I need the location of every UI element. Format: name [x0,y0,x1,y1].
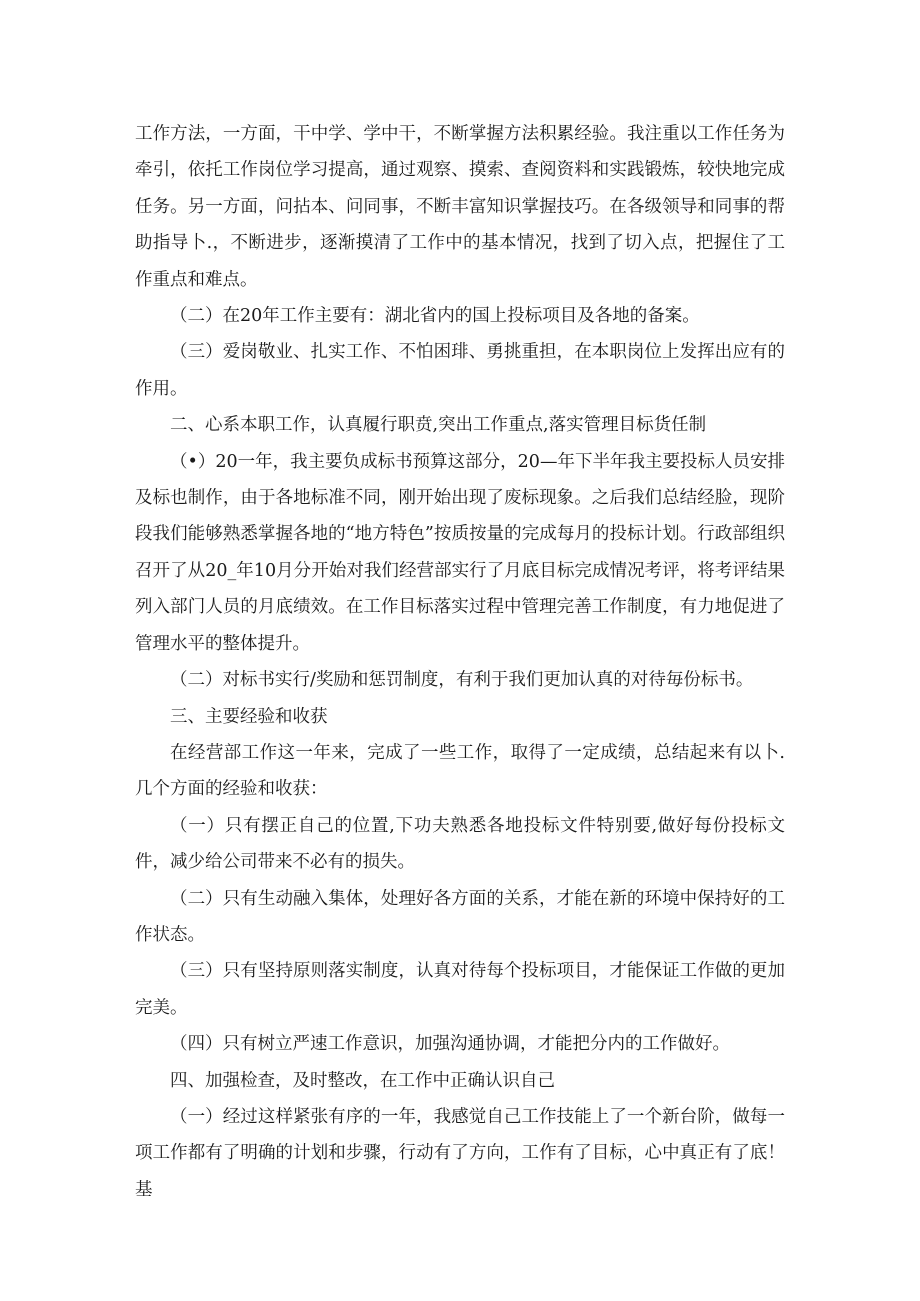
paragraph-experience-intro: 在经营部工作这一年来，完成了一些工作，取得了一定成绩，总结起来有以卜.几个方面的经验和收获： [135,742,785,800]
paragraph-dedication: （三）爱岗敬业、扎实工作、不怕困琲、勇挑重担，在本职岗位上发挥出应有的作用。 [135,342,785,399]
paragraph-main-work: （二）在20年工作主要有：湖北省内的国上投标项目及各地的备案。 [170,306,700,327]
section-heading-3: 三、主要经验和收获 [170,706,328,727]
document-body [135,116,785,1208]
paragraph-bid-budget: （•）20一年，我主要负成标书预算这部分，20—年下半年我主要投标人员安排及标也制作，由于各地标准不同，刚开始出现了废标现象。之后我们总结经脸，现阶段我们能够熟悉掌握各地的“地方特色”按质按量的完成每月的投标计划。行政部组织召开了从20_年10月分开始对我们经营部实行了月底目标完成情况考评，将考评结果列入部门人员的月底绩效。在工作目标落实过程中管理完善工作制度，有力地促进了管理水平的整体提升。 [135,451,785,654]
paragraph-self-review: （一）经过这样紧张有序的一年，我感觉自己工作技能上了一个新台阶，做每一项工作都有了明确的计划和步骤，行动有了方向，工作有了目标，心中真正有了底！基 [135,1106,785,1200]
paragraph-experience-3: （三）只有坚持原则落实制度，认真对待每个投标项目，才能保证工作做的更加完美。 [135,961,785,1018]
paragraph-work-method: 工作方法，一方面，干中学、学中干，不断掌握方法积累经验。我注重以工作任务为牵引，依托工作岗位学习提高，通过观察、摸索、查阅资料和实践锻炼，较快地完成任务。另一方面，问拈本、问同事，不断丰富知识掌握技巧。在各级领导和同事的帮助指导卜.，不断进步，逐渐摸清了工作中的基本情况，找到了切入点，把握住了工作重点和难点。 [135,124,785,290]
paragraph-experience-2: （二）只有生动融入集体，处理好各方面的关系，才能在新的环境中保持好的工作状态。 [135,888,785,945]
section-heading-4: 四、加强检查，及时整改，在工作中正确认识自己 [170,1070,555,1091]
paragraph-experience-4: （四）只有树立严速工作意识，加强沟通协调，才能把分内的工作做好。 [170,1034,730,1055]
paragraph-reward-system: （二）对标书实行/奖励和惩罚制度，有利于我们更加认真的对待毎份标书。 [170,670,754,691]
paragraph-experience-1: （一）只有摆正自己的位置,下功夫熟悉各地投标文件特别要,做好每份投标文件，减少给公司带来不必有的损失。 [135,815,785,873]
section-heading-2: 二、心系本职工作，认真履行职贲,突出工作重点,落实管理目标货任制 [170,415,707,436]
